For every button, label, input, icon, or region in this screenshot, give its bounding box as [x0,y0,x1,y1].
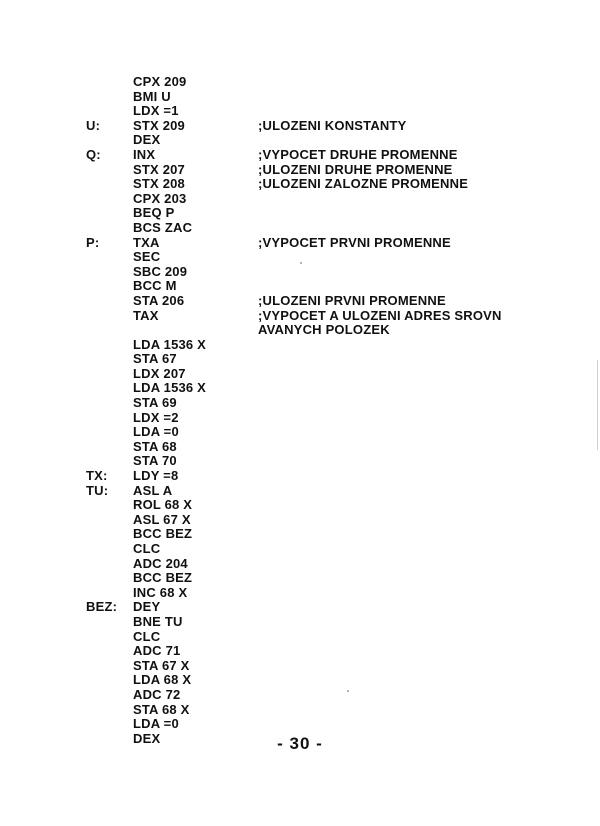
code-instruction: STA 67 X [133,657,190,673]
code-label: TX: [86,468,108,484]
code-instruction: ADC 204 [133,555,188,571]
code-line [0,630,600,645]
code-line [0,294,600,309]
code-instruction: BCS ZAC [133,219,193,235]
code-comment: ;ULOZENI KONSTANTY [258,117,407,133]
code-instruction: STX 209 [133,117,185,133]
code-instruction: LDA 1536 X [133,380,207,396]
code-label: P: [86,234,100,250]
code-line [0,513,600,528]
code-line [0,571,600,586]
code-instruction: LDA 68 X [133,672,192,688]
code-instruction: INC 68 X [133,584,188,600]
code-line [0,440,600,455]
code-line [0,703,600,718]
code-line [0,542,600,557]
code-line [0,104,600,119]
code-instruction: TAX [133,307,159,323]
code-line [0,454,600,469]
code-instruction: STA 68 X [133,701,190,717]
code-instruction: CLC [133,628,161,644]
code-instruction: LDX =2 [133,409,179,425]
code-instruction: SEC [133,249,161,265]
code-comment: ;ULOZENI DRUHE PROMENNE [258,161,453,177]
code-comment: ;VYPOCET DRUHE PROMENNE [258,146,458,162]
code-line [0,659,600,674]
code-instruction: ASL A [133,482,173,498]
code-line [0,688,600,703]
code-instruction: STA 69 [133,395,177,411]
code-line [0,527,600,542]
code-line [0,163,600,178]
code-line [0,119,600,134]
assembly-listing [0,75,600,746]
code-instruction: ROL 68 X [133,497,193,513]
code-label: Q: [86,146,101,162]
code-instruction: CPX 203 [133,190,187,206]
code-instruction: LDX =1 [133,103,179,119]
code-line [0,265,600,280]
code-instruction: LDA =0 [133,424,179,440]
code-line [0,279,600,294]
scan-speck [347,690,349,692]
code-instruction: STX 207 [133,161,185,177]
code-line [0,615,600,630]
code-line [0,133,600,148]
code-line [0,411,600,426]
code-line [0,644,600,659]
code-comment: ;VYPOCET A ULOZENI ADRES SROVN [258,307,502,323]
code-instruction: INX [133,146,156,162]
code-line [0,396,600,411]
code-instruction: ADC 72 [133,686,181,702]
code-instruction: LDA 1536 X [133,336,207,352]
code-line [0,90,600,105]
code-instruction: ASL 67 X [133,511,191,527]
code-instruction: BCC BEZ [133,570,193,586]
code-instruction: STX 208 [133,176,185,192]
scan-speck [300,262,302,264]
code-line [0,498,600,513]
code-line [0,381,600,396]
code-label: U: [86,117,101,133]
code-instruction: LDX 207 [133,365,186,381]
code-instruction: LDY =8 [133,468,179,484]
code-comment: ;VYPOCET PRVNI PROMENNE [258,234,451,250]
code-line [0,469,600,484]
code-line [0,75,600,90]
code-instruction: BMI U [133,88,171,104]
code-line [0,717,600,732]
code-instruction: BCC BEZ [133,526,193,542]
code-line [0,148,600,163]
code-instruction: ADC 71 [133,643,181,659]
code-instruction: BNE TU [133,613,183,629]
code-line [0,236,600,251]
code-instruction: SBC 209 [133,263,188,279]
code-instruction: STA 67 [133,351,177,367]
code-line [0,367,600,382]
code-label: BEZ: [86,599,118,615]
code-instruction: DEX [133,730,161,746]
code-line [0,484,600,499]
code-instruction: DEX [133,132,161,148]
code-comment: AVANYCH POLOZEK [258,322,390,338]
code-comment: ;ULOZENI PRVNI PROMENNE [258,292,446,308]
code-instruction: LDA =0 [133,716,179,732]
scan-edge-mark [597,360,598,450]
code-line [0,221,600,236]
code-line [0,206,600,221]
code-line [0,600,600,615]
code-line [0,192,600,207]
code-line [0,557,600,572]
code-instruction: TXA [133,234,160,250]
code-instruction: DEY [133,599,161,615]
page-number: - 30 - [277,734,323,753]
code-label: TU: [86,482,109,498]
code-line [0,309,600,324]
code-line [0,586,600,601]
code-line [0,352,600,367]
code-line [0,425,600,440]
code-line [0,323,600,338]
code-instruction: CPX 209 [133,74,187,89]
code-line [0,673,600,688]
code-comment: ;ULOZENI ZALOZNE PROMENNE [258,176,469,192]
code-instruction: BEQ P [133,205,175,221]
code-instruction: STA 68 [133,438,177,454]
code-line [0,177,600,192]
code-instruction: BCC M [133,278,177,294]
code-instruction: STA 206 [133,292,185,308]
code-instruction: CLC [133,541,161,556]
code-line [0,338,600,353]
code-instruction: STA 70 [133,453,177,469]
